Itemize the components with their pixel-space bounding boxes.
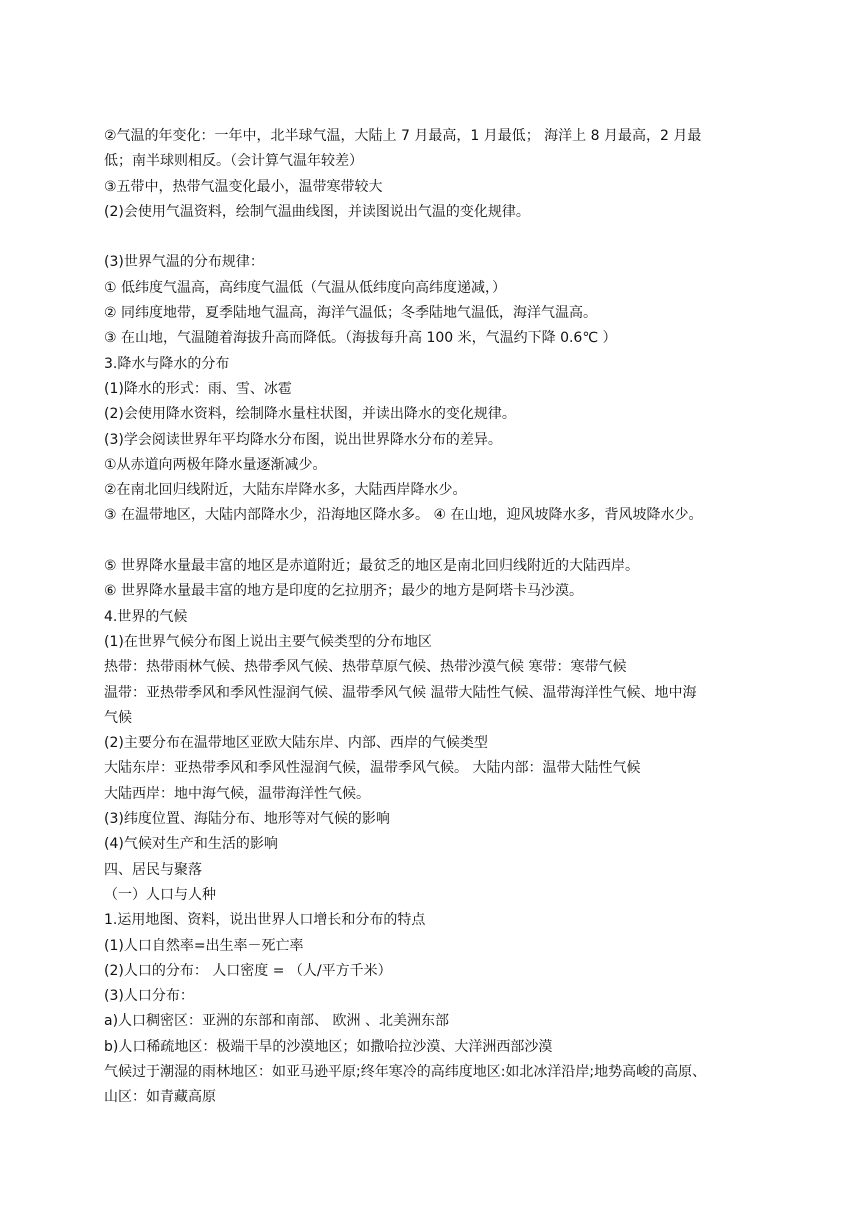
text-line: 1.运用地图、资料，说出世界人口增长和分布的特点 <box>104 912 426 929</box>
text-line: ① 低纬度气温高，高纬度气温低（气温从低纬度向高纬度递减，） <box>104 279 506 296</box>
text-line: (2)会使用气温资料，绘制气温曲线图，并读图说出气温的变化规律。 <box>104 203 530 220</box>
text-line: 大陆东岸：亚热带季风和季风性湿润气候，温带季风气候。 大陆内部：温带大陆性气候 <box>104 760 641 777</box>
text-line: 4.世界的气候 <box>104 608 188 625</box>
text-line: (2)会使用降水资料，绘制降水量柱状图，并读出降水的变化规律。 <box>104 406 516 423</box>
text-line: 3.降水与降水的分布 <box>104 355 230 372</box>
text-line: (1)人口自然率=出生率－死亡率 <box>104 937 304 954</box>
text-line: (3)纬度位置、海陆分布、地形等对气候的影响 <box>104 811 390 828</box>
text-line: 大陆西岸：地中海气候，温带海洋性气候。 <box>104 785 370 802</box>
text-line: (2)人口的分布： 人口密度 = （人/平方千米） <box>104 962 392 979</box>
text-line: ③五带中，热带气温变化最小，温带寒带较大 <box>104 178 383 195</box>
text-line: (3)世界气温的分布规律： <box>104 254 264 271</box>
blank-line <box>104 529 774 554</box>
text-line: 四、居民与聚落 <box>104 861 202 878</box>
text-line: (3)学会阅读世界年平均降水分布图，说出世界降水分布的差异。 <box>104 431 502 448</box>
text-line: （一）人口与人种 <box>104 886 216 903</box>
text-line: (4)气候对生产和生活的影响 <box>104 836 278 853</box>
text-line: 热带：热带雨林气候、热带季风气候、热带草原气候、热带沙漠气候 寒带：寒带气候 <box>104 659 627 676</box>
text-line: 气候过于潮湿的雨林地区：如亚马逊平原;终年寒冷的高纬度地区:如北冰洋沿岸;地势高峻的高原、 <box>104 1063 707 1080</box>
text-line: 温带：亚热带季风和季风性湿润气候、温带季风气候 温带大陆性气候、温带海洋性气候、地中海 <box>104 684 697 701</box>
text-line: ② 同纬度地带，夏季陆地气温高，海洋气温低；冬季陆地气温低，海洋气温高。 <box>104 305 597 322</box>
blank-line <box>104 225 774 250</box>
text-line: ①从赤道向两极年降水量逐渐减少。 <box>104 456 327 473</box>
text-line: ③ 在温带地区，大陆内部降水少，沿海地区降水多。 ④ 在山地，迎风坡降水多，背风坡降水少。 <box>104 507 703 524</box>
text-line: a)人口稠密区：亚洲的东部和南部、 欧洲 、北美洲东部 <box>104 1013 449 1030</box>
text-line: ②在南北回归线附近，大陆东岸降水多，大陆西岸降水少。 <box>104 482 467 499</box>
text-line: ⑥ 世界降水量最丰富的地方是印度的乞拉朋齐；最少的地方是阿塔卡马沙漠。 <box>104 583 583 600</box>
text-line: (3)人口分布： <box>104 988 194 1005</box>
text-line: ⑤ 世界降水量最丰富的地区是赤道附近；最贫乏的地区是南北回归线附近的大陆西岸。 <box>104 558 639 575</box>
text-line: ③ 在山地，气温随着海拔升高而降低。（海拔每升高 100 米，气温约下降 0.6℃ ） <box>104 330 617 347</box>
text-line: ②气温的年变化：一年中，北半球气温，大陆上 7 月最高，1 月最低； 海洋上 8 月最高，2 月最 <box>104 128 702 144</box>
text-line: (2)主要分布在温带地区亚欧大陆东岸、内部、西岸的气候类型 <box>104 735 488 752</box>
text-line: b)人口稀疏地区：极端干旱的沙漠地区；如撒哈拉沙漠、大洋洲西部沙漠 <box>104 1038 553 1055</box>
text-line: 山区：如青藏高原 <box>104 1089 216 1106</box>
text-line: 气候 <box>104 709 132 726</box>
document-body <box>104 124 774 1111</box>
text-line: (1)降水的形式：雨、雪、冰雹 <box>104 380 292 397</box>
text-line: (1)在世界气候分布图上说出主要气候类型的分布地区 <box>104 633 432 650</box>
text-line: 低；南半球则相反。（会计算气温年较差） <box>104 153 363 170</box>
